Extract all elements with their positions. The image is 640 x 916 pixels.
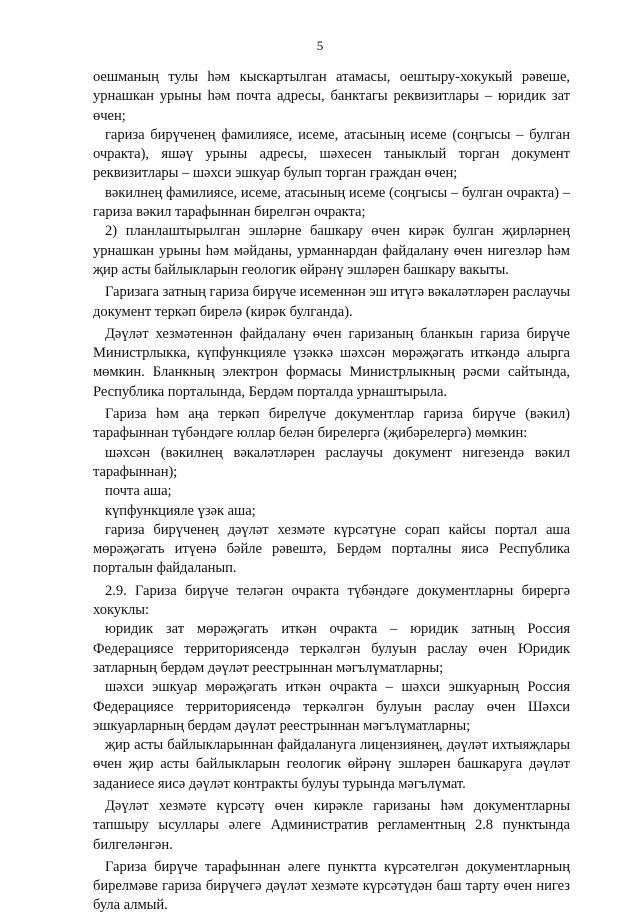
paragraph: гариза бирүченең фамилиясе, исеме, атасының исеме (соңгысы – булган очракта), яшәү урыны адресы, шәхесен таныклый торган документ реквизитлары – шәхси эшкуар булып торган граждан өчен; — [93, 126, 570, 182]
paragraph: җир асты байлыкларыннан файдалануга лицензиянең, дәүләт ихтыяҗлары өчен җир асты байлыкларын геологик өйрәнү эшләрен башкаруга дәүләт заданиесе яисә дәүләт контракты булуы турында мәгълүмат. — [93, 737, 570, 792]
document-body — [93, 68, 570, 916]
paragraph: Гариза бирүче тарафыннан әлеге пунктта күрсәтелгән документларның бирелмәве гариза бирүчегә дәүләт хезмәте күрсәтүдән баш тарту өчен нигез була алмый. — [93, 858, 570, 914]
page-number: 5 — [316, 38, 324, 53]
paragraph: күпфункцияле үзәк аша; — [105, 502, 256, 519]
paragraph: Дәүләт хезмәтеннән файдалану өчен гаризаның бланкын гариза бирүче Министрлыкка, күпфункцияле үзәккә шәхсән мөрәҗәгать иткәндә алырга мөмкин. Бланкның электрон формасы Министрлыкның рәсми сайтында, Республика порталында, Бердәм порталда урнаштырыла. — [93, 325, 570, 400]
paragraph: гариза бирүченең дәүләт хезмәте күрсәтүне сорап кайсы портал аша мөрәҗәгать итүенә бәйле рәвештә, Бердәм порталны яисә Республика порталын файдаланып. — [93, 521, 570, 577]
paragraph: юридик зат мөрәҗәгать иткән очракта – юридик затның Россия Федерациясе территориясендә теркәлгән булуын раслау өчен Юридик затларның бердәм дәүләт реестрыннан мәгълүматларны; — [93, 621, 570, 676]
paragraph: Дәүләт хезмәте күрсәтү өчен кирәкле гаризаны һәм документларны тапшыру ысуллары әлеге Административ регламентның 2.8 пунктында билгеләнгән. — [93, 797, 570, 853]
paragraph: почта аша; — [105, 483, 172, 500]
paragraph: шәхсән (вәкилнең вәкаләтләрен раслаучы документ нигезендә вәкил тарафыннан); — [93, 444, 570, 480]
paragraph: шәхси эшкуар мөрәҗәгать иткән очракта – шәхси эшкуарның Россия Федерациясе территориясендә теркәлгән булуын раслау өчен Шәхси эшкуарларның бердәм дәүләт реестрыннан мәгълүматларны; — [93, 679, 570, 734]
paragraph: оешманың тулы һәм кыскартылган атамасы, оештыру-хокукый рәвеше, урнашкан урыны һәм почта адресы, банктагы реквизитлары – юридик зат өчен; — [93, 69, 570, 124]
paragraph: Гаризага затның гариза бирүче исеменнән эш итүгә вәкаләтләрен раслаучы документ теркәп бирелә (кирәк булганда). — [93, 284, 570, 320]
paragraph: 2) планлаштырылган эшләрне башкару өчен кирәк булган җирләрнең урнашкан урыны һәм мәйданы, урманнардан файдалану өчен нигезләр һәм җир асты байлыкларын геологик өйрәнү эшләрен башкару вакыты. — [93, 223, 570, 278]
paragraph: Гариза һәм аңа теркәп бирелүче документлар гариза бирүче (вәкил) тарафыннан түбәндәге юллар белән бирелергә (җибәрелергә) мөмкин: — [93, 406, 570, 442]
paragraph: вәкилнең фамилиясе, исеме, атасының исеме (соңгысы – булган очракта) – гариза вәкил тарафыннан бирелгән очракта; — [93, 184, 570, 221]
paragraph: 2.9. Гариза бирүче теләгән очракта түбәндәге документларны бирергә хокуклы: — [93, 582, 570, 619]
